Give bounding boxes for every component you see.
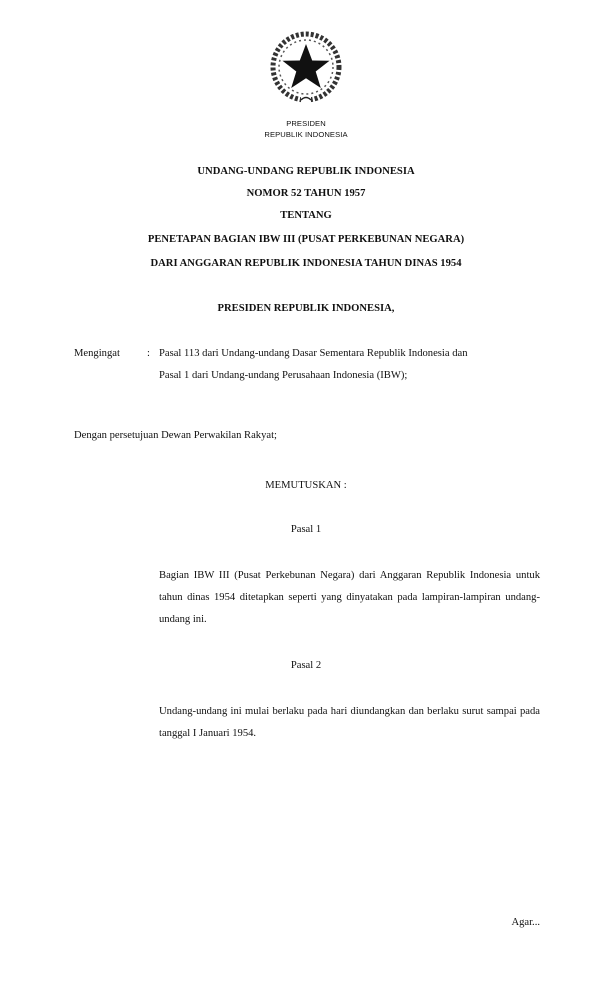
memutuskan-heading: MEMUTUSKAN : (265, 480, 347, 491)
title-line-1: UNDANG-UNDANG REPUBLIK INDONESIA (197, 166, 415, 177)
mengingat-line-1: Pasal 113 dari Undang-undang Dasar Sementara Republik Indonesia dan (159, 348, 468, 359)
persetujuan-text: Dengan persetujuan Dewan Perwakilan Rakyat; (74, 430, 277, 441)
mengingat-line-2: Pasal 1 dari Undang-undang Perusahaan Indonesia (IBW); (159, 370, 408, 381)
title-line-5: DARI ANGGARAN REPUBLIK INDONESIA TAHUN DINAS 1954 (150, 258, 462, 269)
letterhead-line-2: REPUBLIK INDONESIA (264, 130, 348, 139)
pasal-1-heading: Pasal 1 (290, 524, 322, 535)
title-line-4: PENETAPAN BAGIAN IBW III (PUSAT PERKEBUNAN NEGARA) (147, 234, 465, 245)
pasal-1-text: Bagian IBW III (Pusat Perkebunan Negara) dari Anggaran Republik Indonesia untuk tahun dinas 1954 ditetapkan seperti yang dinyatakan pada lampiran-lampiran undang-undang ini. (159, 570, 540, 625)
mengingat-label: Mengingat (74, 348, 120, 359)
title-line-2: NOMOR 52 TAHUN 1957 (246, 188, 366, 199)
pasal-2-text: Undang-undang ini mulai berlaku pada hari diundangkan dan berlaku surut sampai pada tanggal I Januari 1954. (159, 706, 540, 739)
pasal-2-heading: Pasal 2 (290, 660, 322, 671)
mengingat-colon: : (147, 348, 150, 359)
letterhead-line-1: PRESIDEN (286, 119, 326, 128)
title-line-3: TENTANG (280, 210, 332, 221)
continuation-text: Agar... (511, 917, 540, 928)
issuer-heading: PRESIDEN REPUBLIK INDONESIA, (217, 303, 395, 314)
presidential-seal-icon (267, 30, 345, 108)
